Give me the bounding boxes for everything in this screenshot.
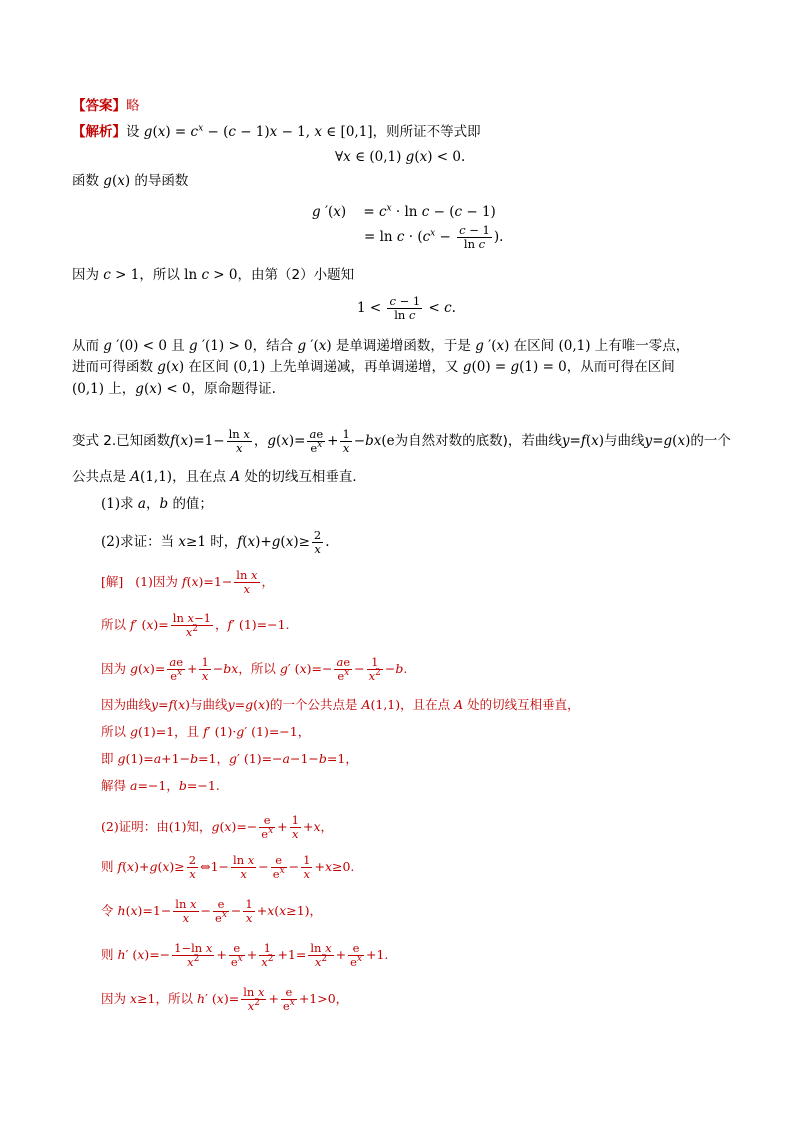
problem-line-1: 变式 2.已知函数f(x)=1− $\frac{\text{ln x}}{x}$ ，g(x)= $\frac{ae}{e^x}$ + $\frac{1}{x}$ −bx(e为自然对数的底数)，若曲线y=f(x)与曲线y=g(x)的一个: [72, 427, 731, 455]
solution-line-6: 即 g(1)=a+1−b=1，g′ (1)=−a−1−b=1，: [101, 751, 358, 766]
solution-line-5: 所以 g(1)=1，且 f′ (1)·g′ (1)=−1，: [101, 724, 311, 739]
problem-line-2: 公共点是 A(1,1)，且在点 A 处的切线互相垂直．: [72, 469, 366, 485]
problem-q1: (1)求 a，b 的值；: [101, 496, 213, 512]
solution-line-2: 所以 f′ (x)= $\frac{\text{ln x−1}}{x^2}$ ，f′ (1)=−1.: [101, 611, 290, 639]
analysis-line-2: ∀x ∈ (0,1) g(x) < 0.: [335, 149, 466, 165]
answer-text: 略: [126, 98, 140, 114]
analysis-tag: 【解析】: [72, 124, 126, 140]
answer-line: [72, 97, 140, 115]
answer-tag: 【答案】: [72, 98, 126, 114]
analysis-line-10: (0,1) 上，g(x) < 0，原命题得证.: [72, 381, 276, 397]
solution-line-9: 则 f(x)+g(x)≥ $\frac{2}{x}$ ⇔1− $\frac{\text{ln x}}{x}$ − $\frac{e}{e^x}$ − $\frac{1}{x}$ +x≥0.: [101, 853, 355, 881]
solution-line-3: 因为 g(x)= $\frac{ae}{e^x}$ + $\frac{1}{x}$ −bx，所以 g′ (x)=− $\frac{ae}{e^x}$ − $\frac{1}{x^2}$ −b.: [101, 655, 408, 683]
analysis-line-4: g ′(x) = $c^x \cdot \ln c - (c - 1)$: [312, 203, 496, 220]
analysis-line-6: 因为 c > 1，所以 ln c > 0，由第（2）小题知: [72, 267, 355, 283]
analysis-line-3: 函数 g(x) 的导函数: [72, 173, 189, 189]
analysis-line-7: 1 < $\frac{c - 1}{\text{ln c}}$ < c.: [357, 294, 456, 322]
problem-q2: (2)求证：当 x≥1 时，f(x)+g(x)≥ $\frac{2}{x}$ .: [101, 528, 330, 556]
solution-line-1: [解] (1)因为 f(x)=1− $\frac{\text{ln x}}{x}$ ，: [101, 568, 275, 596]
solution-line-7: 解得 a=−1，b=−1.: [101, 778, 220, 793]
solution-line-12: 因为 x≥1，所以 h′ (x)= $\frac{\text{ln x}}{x^2}$ + $\frac{e}{e^x}$ +1>0，: [101, 985, 349, 1013]
solution-line-8: (2)证明：由(1)知，g(x)=− $\frac{e}{e^x}$ + $\frac{1}{x}$ +x，: [101, 813, 334, 841]
analysis-line-5: = $\ln c \cdot (c^x$ − $\frac{c - 1}{\text{ln c}}$ ).: [364, 223, 504, 251]
solution-line-10: 令 h(x)=1− $\frac{\text{ln x}}{x}$ − $\frac{e}{e^x}$ − $\frac{1}{x}$ +x(x≥1)，: [101, 897, 323, 925]
analysis-line-1: 【解析】设 $g(x) = c^x - (c - 1)x - 1$, x ∈ [0,1]，则所证不等式即: [72, 123, 481, 140]
analysis-line-8: 从而 g ′(0) < 0 且 g ′(1) > 0，结合 g ′(x) 是单调递增函数，于是 g ′(x) 在区间 (0,1) 上有唯一零点，: [72, 338, 690, 354]
solution-line-4: 因为曲线y=f(x)与曲线y=g(x)的一个公共点是 A(1,1)，且在点 A 处的切线互相垂直，: [101, 697, 580, 712]
solution-line-11: 则 h′ (x)=− $\frac{\text{1−ln x}}{x^2}$ + $\frac{e}{e^x}$ + $\frac{1}{x^2}$ +1= $\frac{\text{ln x}}{x^2}$ + $\frac{e}{e^x}$ +1.: [101, 941, 389, 969]
analysis-line-9: 进而可得函数 g(x) 在区间 (0,1) 上先单调递减，再单调递增，又 g(0) = g(1) = 0，从而可得在区间: [72, 359, 675, 375]
